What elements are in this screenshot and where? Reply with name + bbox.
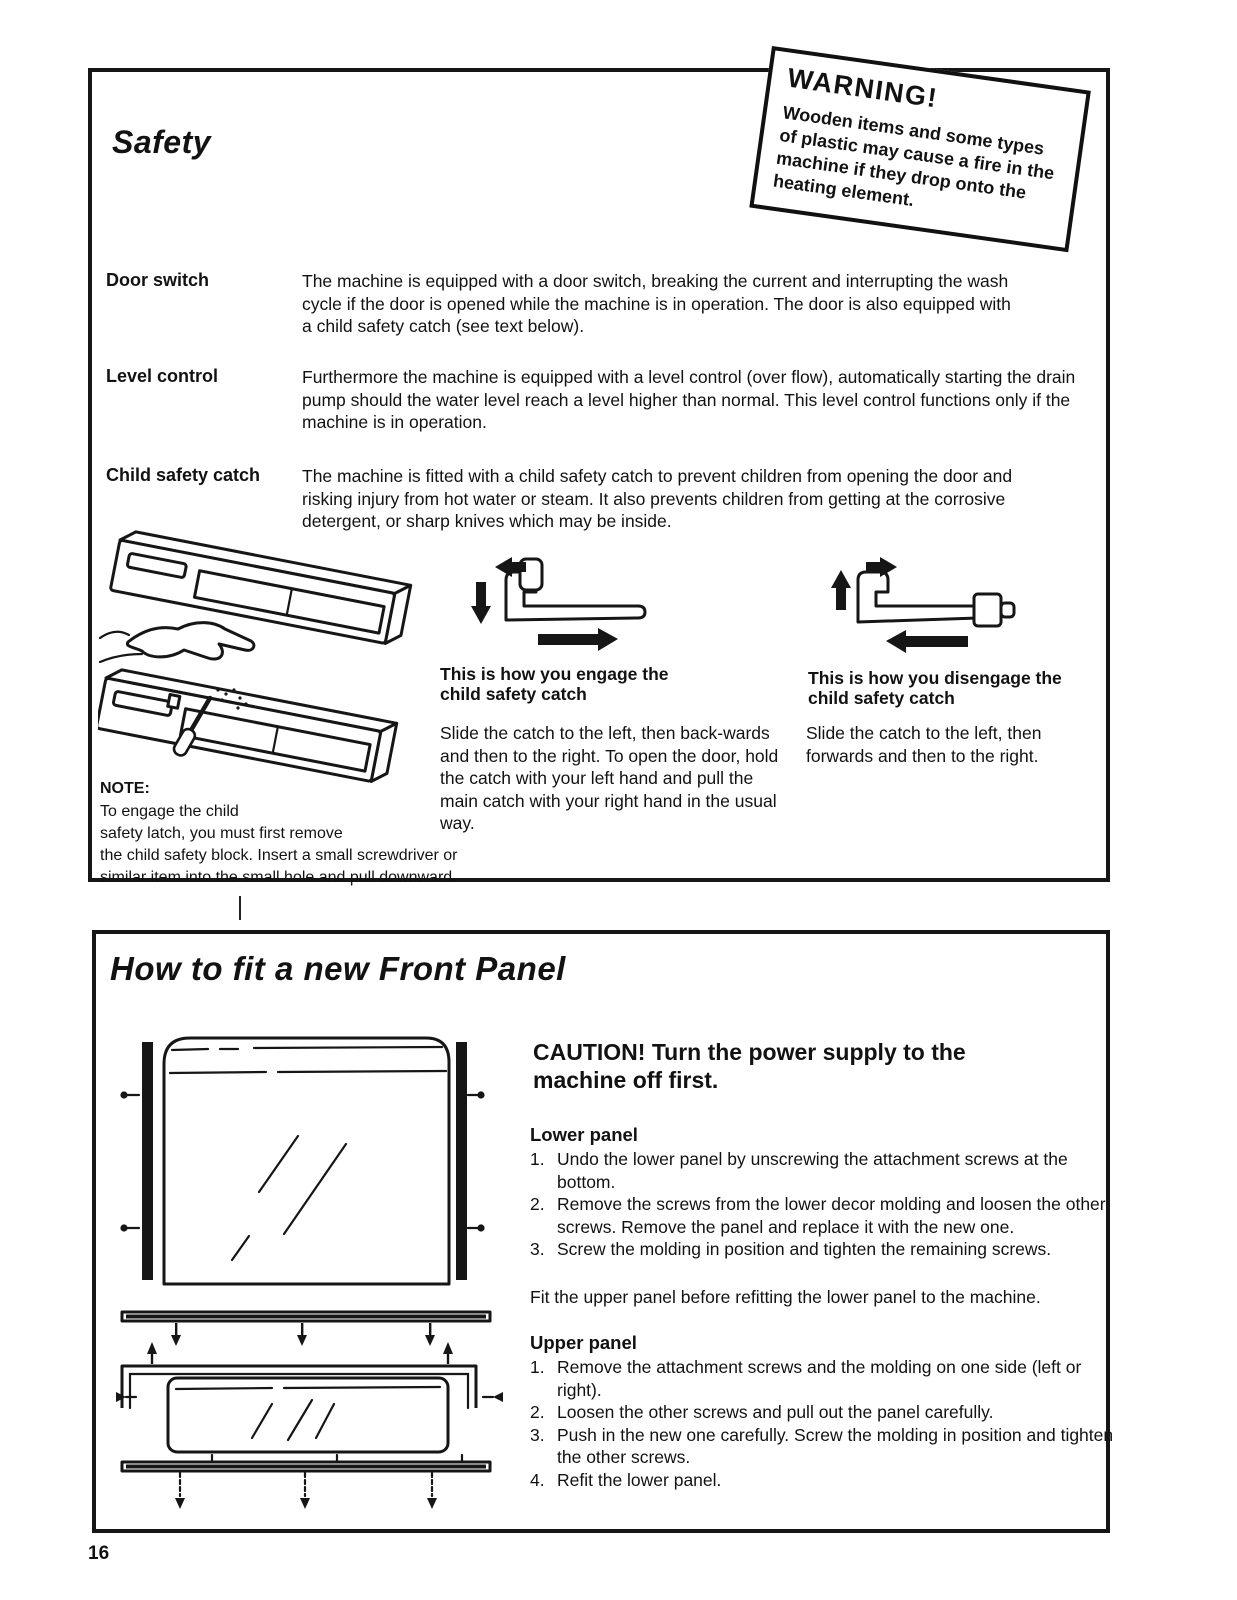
disengage-catch-diagram [828, 554, 1023, 654]
step-number: 3. [530, 1424, 545, 1445]
caution-text: CAUTION! Turn the power supply to the machine off first. [533, 1039, 966, 1093]
step-text: Loosen the other screws and pull out the panel carefully. [557, 1402, 994, 1422]
step-number: 3. [530, 1239, 545, 1259]
level-control-label: Level control [106, 366, 219, 386]
engage-catch-diagram [468, 554, 663, 654]
step-text: Refit the lower panel. [557, 1469, 722, 1490]
door-switch-text: The machine is equipped with a door switch, breaking the current and interrupting the wash cycle if the door is opened while the machine is in operation. The door is also equipped with a child safety catch (see text below). [302, 271, 1011, 336]
lower-panel-heading: Lower panel [530, 1124, 638, 1145]
warning-body: Wooden items and some types of plastic may cause a fire in the machine if they drop onto the heating element. [771, 102, 1056, 211]
arrow-right-icon [538, 628, 618, 651]
list-item [530, 1401, 1118, 1424]
list-item [530, 1148, 1118, 1193]
control-panel-catch-illustration [98, 518, 433, 810]
step-text: Remove the screws from the lower decor molding and loosen the other screws. Remove the panel and replace it with the new one. [557, 1194, 1106, 1237]
warning-title: WARNING! [785, 62, 940, 114]
engage-body: Slide the catch to the left, then back-wards and then to the right. To open the door, hold the catch with your left hand and pull the main catch with your right hand in the usual way. [440, 723, 779, 833]
note-line: the child safety block. Insert a small screwdriver or [100, 847, 458, 864]
upper-front-panel-illustration [116, 1020, 488, 1302]
front-panel-title: How to fit a new Front Panel [110, 950, 566, 987]
disengage-heading: This is how you disengage the child safety catch [808, 668, 1062, 708]
step-text: Push in the new one carefully. Screw the molding in position and tighten the other screws. [557, 1424, 1114, 1467]
scan-mark [239, 896, 241, 920]
arrow-up-icon [831, 570, 851, 610]
step-number: 1. [530, 1357, 545, 1377]
child-safety-catch-text: The machine is fitted with a child safety catch to prevent children from opening the door and risking injury from hot water or steam. It also prevents children from getting at the corrosive detergent, or sharp knives which may be inside. [302, 466, 1013, 531]
engage-heading: This is how you engage the child safety catch [440, 664, 669, 704]
level-control-text: Furthermore the machine is equipped with a level control (over flow), automatically starting the drain pump should the water level reach a level higher than normal. This level control functions only if the machine is in operation. [302, 367, 1076, 432]
lower-front-panel-illustration [112, 1300, 507, 1528]
step-text: Undo the lower panel by unscrewing the attachment screws at the bottom. [557, 1149, 1068, 1192]
list-item [530, 1193, 1118, 1238]
lower-panel-steps [530, 1148, 1118, 1261]
step-number: 1. [530, 1149, 545, 1169]
step-number: 4. [530, 1469, 545, 1490]
arrow-down-icon [471, 582, 491, 624]
fit-order-note: Fit the upper panel before refitting the lower panel to the machine. [530, 1287, 1041, 1307]
child-safety-catch-label: Child safety catch [106, 465, 261, 485]
screw-dashed-icon [175, 1473, 437, 1509]
note-line: To engage the child [100, 803, 239, 820]
arrow-left-icon [886, 630, 968, 653]
step-number: 2. [530, 1194, 545, 1214]
page-number: 16 [88, 1543, 110, 1564]
note-line: similar item into the small hole and pull downward. [100, 869, 457, 886]
screw-icon [147, 1323, 453, 1364]
note-line: safety latch, you must first remove [100, 825, 343, 842]
disengage-body: Slide the catch to the left, then forwards and then to the right. [806, 723, 1042, 766]
step-text: Screw the molding in position and tighten the remaining screws. [557, 1239, 1052, 1259]
step-text: Remove the attachment screws and the molding on one side (left or right). [557, 1357, 1082, 1400]
list-item [530, 1469, 1118, 1492]
list-item [530, 1356, 1118, 1401]
list-item [530, 1424, 1118, 1469]
step-number: 2. [530, 1402, 545, 1422]
note-label: NOTE: [100, 780, 150, 797]
list-item [530, 1238, 1118, 1261]
safety-section-title: Safety [112, 124, 212, 160]
door-switch-label: Door switch [106, 270, 210, 290]
upper-panel-steps [530, 1356, 1118, 1491]
upper-panel-heading: Upper panel [530, 1332, 637, 1353]
front-panel-section [92, 930, 1114, 1533]
